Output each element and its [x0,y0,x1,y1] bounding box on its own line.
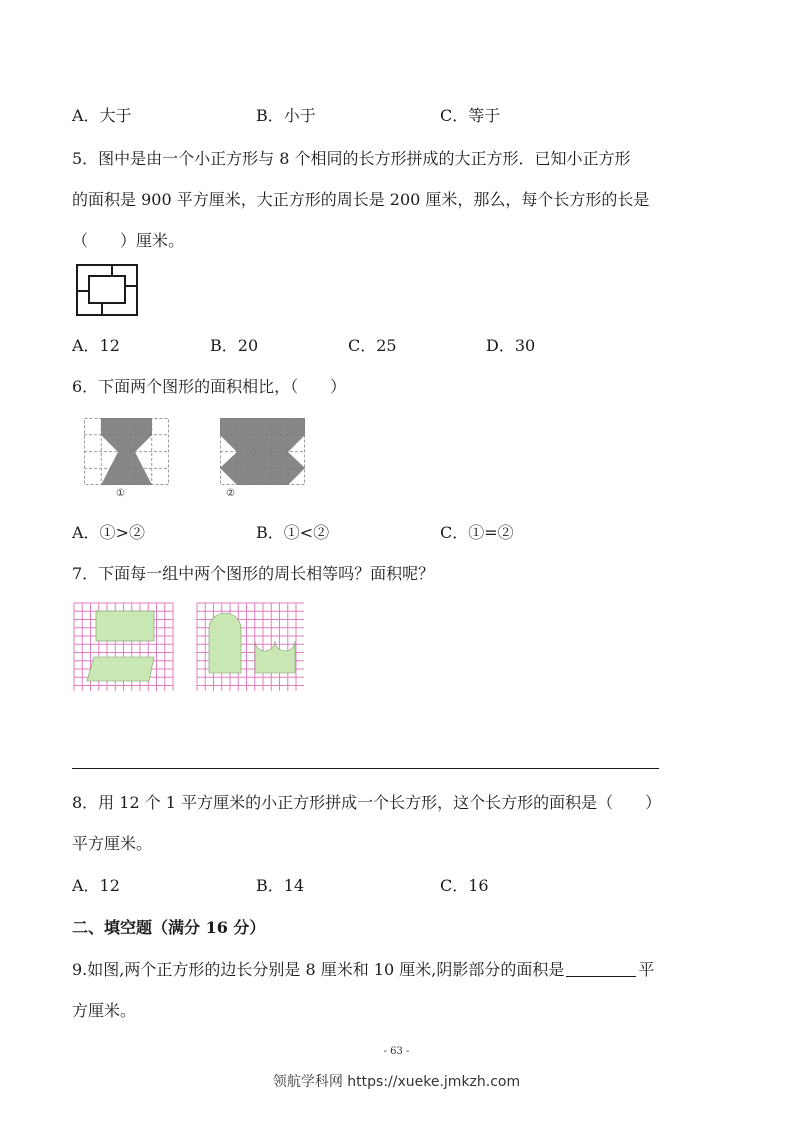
q6-figure-1 [84,418,170,486]
q6-stem: 6．下面两个图形的面积相比，（ ） [72,377,347,396]
q8-option-c: C．16 [440,876,489,895]
q7-stem: 7．下面每一组中两个图形的周长相等吗？面积呢？ [72,564,435,583]
q4-option-a: A．大于 [72,106,132,125]
q9-stem-line1 [72,960,654,980]
q5-stem-line1: 5．图中是由一个小正方形与 8 个相同的长方形拼成的大正方形．已知小正方形 [72,149,631,168]
q8-option-a: A．12 [72,876,120,895]
q9-stem-text: 9.如图,两个正方形的边长分别是 8 厘米和 10 厘米,阴影部分的面积是 [72,960,565,979]
q8-stem-line2: 平方厘米。 [72,834,153,853]
q9-stem-line2: 方厘米。 [72,1001,137,1020]
answer-line [72,768,659,769]
q5-square-figure [76,264,138,316]
q5-option-a: A．12 [72,336,120,355]
q5-option-d: D．30 [486,336,536,355]
q5-stem-line2: 的面积是 900 平方厘米，大正方形的周长是 200 厘米，那么，每个长方形的长是 [72,190,650,209]
footer-watermark: 领航学科网 https://xueke.jmkzh.com [272,1074,521,1090]
q8-option-b: B．14 [256,876,305,895]
q4-option-c: C．等于 [440,106,501,125]
page-number: - 63 - [383,1046,410,1057]
q5-stem-line3: （ ）厘米。 [72,231,185,250]
q4-option-b: B．小于 [256,106,316,125]
q6-figure-2 [220,418,306,486]
q6-option-c: C．①=② [440,523,514,542]
q5-option-b: B．20 [210,336,259,355]
section-2-title: 二、填空题（满分 16 分） [72,918,266,937]
q8-stem-line1: 8．用 12 个 1 平方厘米的小正方形拼成一个长方形，这个长方形的面积是（ ） [72,793,662,812]
q9-answer-blank[interactable] [566,960,636,977]
q6-option-a: A．①>② [72,523,145,542]
q5-option-c: C．25 [348,336,397,355]
q7-grid-2 [197,603,305,691]
q6-figure-1-label: ① [116,488,125,499]
q6-option-b: B．①<② [256,523,330,542]
q6-figure-2-label: ② [226,488,235,499]
q9-stem-text-end: 平 [638,960,655,979]
q7-grid-1 [74,603,174,691]
